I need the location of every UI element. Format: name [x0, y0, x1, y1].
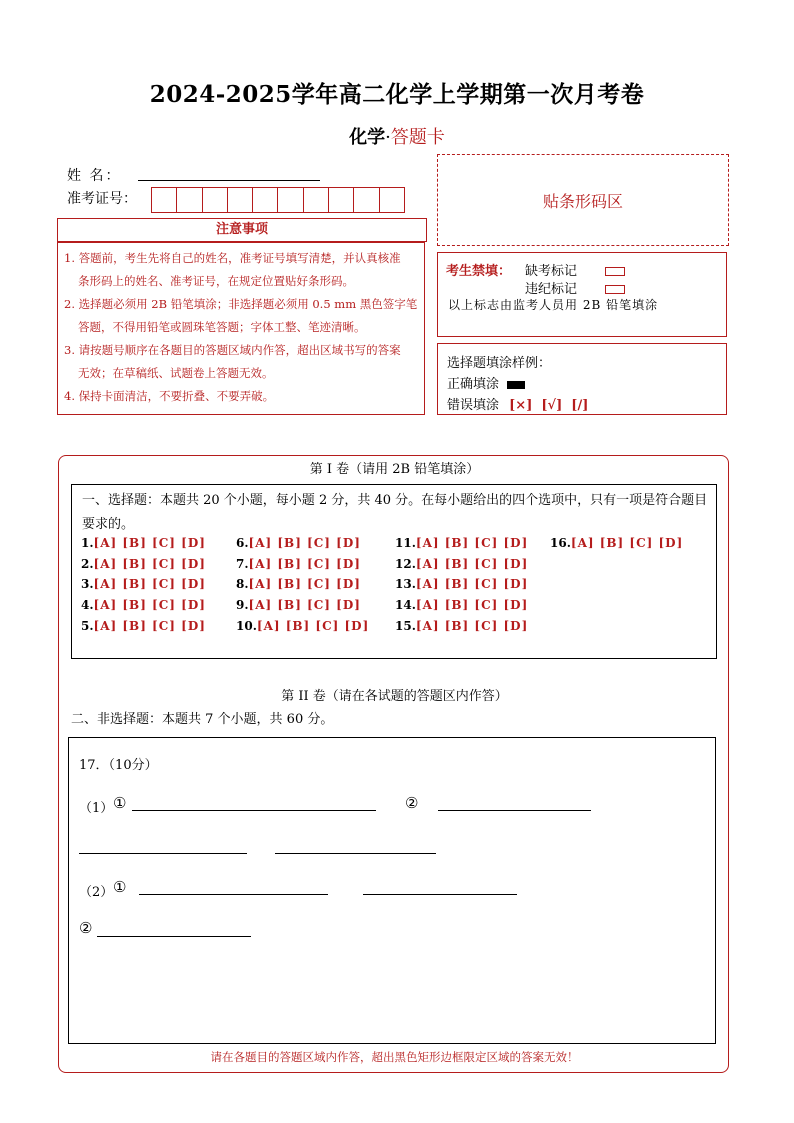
exam-digit-box[interactable] — [176, 187, 201, 213]
mcq-question-number: 10. — [236, 619, 257, 633]
mcq-option-bubbles[interactable]: [A] [B] [C] [D] — [93, 619, 206, 633]
mcq-question — [236, 557, 361, 571]
footer-warning: 请在各题目的答题区域内作答，超出黑色矩形边框限定区域的答案无效！ — [210, 1050, 579, 1064]
fill-sample-box — [437, 343, 727, 415]
notice-line: 答题，不得用铅笔或圆珠笔答题；字体工整、笔迹清晰。 — [78, 320, 366, 334]
mcq-question-number: 1. — [81, 536, 94, 550]
mcq-option-bubbles[interactable]: [A] [B] [C] [D] — [415, 619, 529, 633]
absent-mark-row — [525, 260, 625, 279]
mcq-question-number: 2. — [81, 557, 94, 571]
exam-digit-box[interactable] — [227, 187, 252, 213]
violation-mark-label: 违纪标记 — [525, 282, 578, 297]
circle-two-icon: ② — [79, 919, 93, 937]
mcq-question — [236, 598, 361, 612]
absent-mark-box[interactable] — [605, 267, 625, 276]
mcq-option-bubbles[interactable]: [A] [B] [C] [D] — [415, 598, 529, 612]
mcq-option-bubbles[interactable]: [A] [B] [C] [D] — [415, 557, 529, 571]
answer-line[interactable] — [79, 853, 247, 854]
exam-number-boxes[interactable] — [151, 187, 405, 213]
part2-instruction: 二、非选择题：本题共 7 个小题，共 60 分。 — [71, 712, 334, 727]
q17-answer-box[interactable] — [68, 737, 716, 1044]
barcode-area — [437, 154, 729, 246]
exam-digit-box[interactable] — [252, 187, 277, 213]
exam-digit-box[interactable] — [328, 187, 353, 213]
mcq-question — [395, 557, 528, 571]
exam-digit-box[interactable] — [379, 187, 405, 213]
mcq-option-bubbles[interactable]: [A] [B] [C] [D] — [93, 598, 206, 612]
mcq-question — [81, 598, 206, 612]
mcq-question — [395, 619, 528, 633]
name-field[interactable] — [138, 180, 320, 181]
subtitle-separator: · — [385, 127, 391, 148]
correct-fill-label: 正确填涂 — [447, 377, 500, 392]
mcq-question-number: 5. — [81, 619, 94, 633]
wrong-fill-marks: [×] [√] [/] — [509, 398, 589, 413]
circle-one-icon: ① — [113, 878, 127, 896]
mcq-option-bubbles[interactable]: [A] [B] [C] [D] — [93, 557, 206, 571]
mcq-question-number: 11. — [395, 536, 416, 550]
answer-line[interactable] — [132, 810, 376, 811]
circle-two-icon: ② — [405, 794, 419, 812]
correct-fill-row — [447, 373, 525, 392]
mcq-question-number: 9. — [236, 598, 249, 612]
mcq-instruction: 一、选择题：本题共 20 个小题，每小题 2 分，共 40 分。在每小题给出的四个选项中，只有一项是符合题目要求的。 — [82, 493, 708, 532]
answer-line[interactable] — [139, 894, 328, 895]
mcq-option-bubbles[interactable]: [A] [B] [C] [D] — [248, 557, 361, 571]
notice-title: 注意事项 — [57, 218, 427, 242]
mcq-question — [550, 536, 683, 550]
mcq-option-bubbles[interactable]: [A] [B] [C] [D] — [248, 598, 361, 612]
name-label: 姓 名： — [67, 168, 122, 184]
mcq-question — [395, 577, 528, 591]
mcq-question-number: 15. — [395, 619, 416, 633]
mcq-question-number: 14. — [395, 598, 416, 612]
mcq-question-number: 16. — [550, 536, 571, 550]
notice-line: 2. 选择题必须用 2B 铅笔填涂；非选择题必须用 0.5 mm 黑色签字笔 — [64, 297, 418, 311]
mcq-option-bubbles[interactable]: [A] [B] [C] [D] — [256, 619, 370, 633]
mcq-question-number: 13. — [395, 577, 416, 591]
mcq-question — [81, 577, 206, 591]
answer-line[interactable] — [363, 894, 517, 895]
mcq-option-bubbles[interactable]: [A] [B] [C] [D] — [415, 577, 529, 591]
mcq-question-number: 4. — [81, 598, 94, 612]
mcq-question — [395, 598, 528, 612]
part1-title: 第 I 卷（请用 2B 铅笔填涂） — [309, 462, 480, 477]
absent-mark-label: 缺考标记 — [525, 264, 578, 279]
exam-digit-box[interactable] — [277, 187, 302, 213]
answer-section — [58, 455, 729, 1073]
notice-line: 1. 答题前，考生先将自己的姓名，准考证号填写清楚，并认真核准 — [64, 251, 401, 265]
circle-one-icon: ① — [113, 794, 127, 812]
mcq-question — [81, 536, 206, 550]
exam-number-label: 准考证号： — [67, 191, 137, 207]
q17-sub2-label: （2） — [79, 885, 114, 900]
notice-body — [57, 242, 425, 415]
answer-line[interactable] — [438, 810, 591, 811]
mcq-question-number: 6. — [236, 536, 249, 550]
fill-sample-title: 选择题填涂样例： — [447, 356, 552, 371]
notice-line: 条形码上的姓名、准考证号，在规定位置贴好条形码。 — [78, 274, 354, 288]
mcq-option-bubbles[interactable]: [A] [B] [C] [D] — [570, 536, 684, 550]
answer-line[interactable] — [97, 936, 251, 937]
exam-digit-box[interactable] — [353, 187, 378, 213]
proctor-box — [437, 252, 727, 337]
card-label: 答题卡 — [390, 127, 445, 148]
violation-mark-box[interactable] — [605, 285, 625, 294]
barcode-label: 贴条形码区 — [542, 191, 623, 211]
mcq-box — [71, 484, 717, 659]
mcq-question — [81, 619, 206, 633]
wrong-fill-row — [447, 394, 588, 413]
exam-digit-box[interactable] — [303, 187, 328, 213]
mcq-question — [395, 536, 528, 550]
mcq-question-number: 8. — [236, 577, 249, 591]
mcq-option-bubbles[interactable]: [A] [B] [C] [D] — [248, 536, 361, 550]
wrong-fill-label: 错误填涂 — [447, 398, 500, 413]
mcq-option-bubbles[interactable]: [A] [B] [C] [D] — [415, 536, 529, 550]
subject-label: 化学 — [349, 127, 386, 148]
mcq-option-bubbles[interactable]: [A] [B] [C] [D] — [248, 577, 361, 591]
proctor-title: 考生禁填： — [446, 264, 512, 279]
proctor-note: 以上标志由监考人员用 2B 铅笔填涂 — [448, 298, 659, 312]
mcq-question-number: 12. — [395, 557, 416, 571]
mcq-option-bubbles[interactable]: [A] [B] [C] [D] — [93, 536, 206, 550]
page-subtitle — [0, 123, 794, 149]
violation-mark-row — [525, 278, 625, 297]
mcq-question — [236, 536, 361, 550]
mcq-question — [81, 557, 206, 571]
exam-digit-box[interactable] — [202, 187, 227, 213]
filled-mark-icon — [507, 381, 525, 389]
notice-line: 3. 请按题号顺序在各题目的答题区域内作答，超出区域书写的答案 — [64, 343, 401, 357]
mcq-option-bubbles[interactable]: [A] [B] [C] [D] — [93, 577, 206, 591]
q17-title: 17．（10分） — [79, 758, 158, 773]
notice-line: 4. 保持卡面清洁，不要折叠、不要弄破。 — [64, 389, 275, 403]
mcq-question — [236, 619, 369, 633]
mcq-question-number: 7. — [236, 557, 249, 571]
mcq-question-number: 3. — [81, 577, 94, 591]
notice-line: 无效；在草稿纸、试题卷上答题无效。 — [78, 366, 274, 380]
exam-digit-box[interactable] — [151, 187, 176, 213]
page-title: 2024-2025学年高二化学上学期第一次月考卷 — [149, 81, 645, 108]
q17-sub1-label: （1） — [79, 801, 114, 816]
mcq-question — [236, 577, 361, 591]
part2-title: 第 II 卷（请在各试题的答题区内作答） — [281, 689, 508, 704]
answer-line[interactable] — [275, 853, 436, 854]
